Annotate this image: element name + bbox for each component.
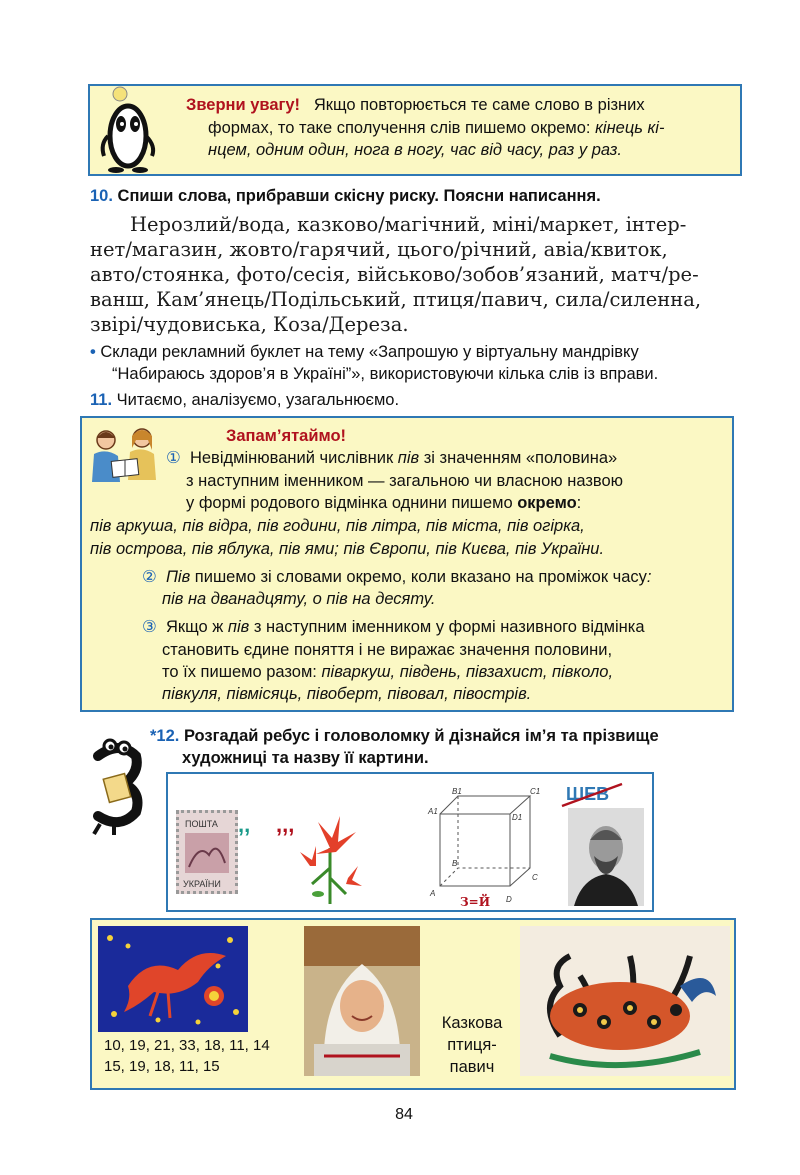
rule-p3-l2: становить єдине поняття і не виражає значення половини, (162, 641, 613, 659)
ex10-task: Спиши слова, прибравши скісну риску. Поясни написання. (117, 187, 601, 205)
stamp-picture (185, 833, 229, 873)
cube-label: C1 (530, 787, 541, 796)
cube-label: B1 (452, 787, 462, 796)
rule-p1-l2: з наступним іменником — загальною чи власною назвою (186, 472, 624, 490)
ex10-extra1: Склади рекламний буклет на тему «Запрошую у віртуальну мандрівку (100, 343, 639, 361)
strike-line (558, 780, 628, 810)
rule-p3-l1a: Якщо ж (165, 618, 228, 636)
rebus-commas-one: ,, (238, 812, 251, 837)
rule-p3-l1b: пів (227, 618, 250, 636)
ex10-line: авто/стоянка, фото/сесія, військово/зобов’язаний, матч/ре- (90, 263, 699, 286)
puzzle-numbers-line1: 10, 19, 21, 33, 18, 11, 14 (104, 1037, 270, 1054)
cube-label: A1 (428, 807, 438, 816)
cube-label: C (532, 873, 538, 882)
rule-p2-l2: пів на дванадцяту, о пів на десяту. (162, 590, 436, 608)
painting-caption-line3: павич (449, 1058, 495, 1076)
rule-p3-l3a: то їх пишемо разом: (162, 663, 322, 681)
note-heading: Зверни увагу! (186, 96, 301, 114)
artist-photo (304, 926, 420, 1076)
rule-p2-l1c: : (646, 568, 652, 586)
ex12-number: *12. (150, 727, 180, 745)
ex10-line: ванш, Кам’янець/Подільський, птиця/павич, сила/силенна, (90, 288, 702, 311)
cube-diagram (426, 784, 546, 908)
rule-p1-l3c: : (576, 494, 582, 512)
ex10-number: 10. (90, 187, 113, 205)
note-line3: нцем, одним один, нога в ногу, час від часу, раз у раз. (208, 141, 622, 159)
portrait-photo (568, 808, 644, 906)
note-line1: Якщо повторюється те саме слово в різних (313, 96, 645, 114)
stamp-top-text: ПОШТА (185, 819, 218, 829)
painting-caption-line1: Казкова (441, 1014, 503, 1032)
painting-caption-line2: птиця- (447, 1036, 497, 1054)
ex12-task2: художниці та назву її картини. (182, 749, 429, 767)
rule-p3-l1c: з наступним іменником у формі називного відмінка (249, 618, 645, 636)
rule-p1-l1a: Невідмінюваний числівник (189, 449, 398, 467)
page-number: 84 (395, 1106, 413, 1123)
ex12-task1: Розгадай ребус і головоломку й дізнайся ім’я та прізвище (183, 727, 659, 745)
cube-label: D1 (512, 813, 523, 822)
cube-equation: З=Й (460, 895, 491, 908)
rule-p1-l1b: пів (397, 449, 420, 467)
ex11-task: Читаємо, аналізуємо, узагальнюємо. (116, 391, 400, 409)
peacock-painting (520, 926, 730, 1076)
stamp-bottom-text: УКРАЇНИ (183, 879, 221, 889)
cube-label: B (452, 859, 458, 868)
cartoon-character-icon (80, 736, 150, 836)
ex11-number: 11. (90, 391, 113, 409)
rule-example2: пів острова, пів яблука, пів ями; пів Європи, пів Києва, пів України. (90, 540, 605, 558)
rule-p2-l1a: Пів (165, 568, 191, 586)
marker-one: ① (166, 449, 181, 467)
rule-p2-l1b: пишемо зі словами окремо, коли вказано на проміжок часу (190, 568, 647, 586)
rule-p3-l4: півкуля, півмісяць, півоберт, півовал, півострів. (162, 685, 532, 703)
cube-label: A (430, 889, 436, 898)
rule-p1-l3b: окремо (517, 494, 577, 512)
puzzle-numbers-line2: 15, 19, 18, 11, 15 (104, 1058, 220, 1075)
ex10-line: нет/магазин, жовто/гарячий, цього/річний, авіа/квиток, (90, 238, 668, 261)
ex10-line: звірі/чудовиська, Коза/Дереза. (90, 313, 409, 336)
lily-flower-picture (296, 808, 364, 906)
rebus-commas-two: ,,, (276, 812, 295, 837)
students-reading-icon (86, 426, 164, 492)
rule-heading: Запам’ятаймо! (226, 427, 347, 445)
rule-p1-l1c: зі значенням «половина» (419, 449, 618, 467)
note-line2-example: кінець кі- (595, 119, 665, 137)
postage-stamp (176, 810, 238, 894)
note-line2: формах, то таке сполучення слів пишемо окремо: (208, 119, 596, 137)
ex10-line: Нерозлий/вода, казково/магічний, міні/маркет, інтер- (130, 213, 687, 236)
ex10-extra2: “Набираюсь здоров’я в Україні”», використовуючи кілька слів із вправи. (112, 365, 659, 383)
marker-two: ② (142, 568, 157, 586)
bullet-icon: • (90, 343, 96, 361)
rule-example1: пів аркуша, пів відра, пів години, пів літра, пів міста, пів огірка, (90, 517, 585, 535)
rule-p3-l3b: піваркуш, південь, півзахист, півколо, (321, 663, 614, 681)
marker-three: ③ (142, 618, 157, 636)
rule-p1-l3a: у формі родового відмінка однини пишемо (186, 494, 518, 512)
firebird-painting (98, 926, 248, 1032)
cube-label: D (506, 895, 512, 904)
crossed-letters: ШЕВ (566, 784, 610, 804)
cartoon-character-icon (96, 84, 162, 176)
